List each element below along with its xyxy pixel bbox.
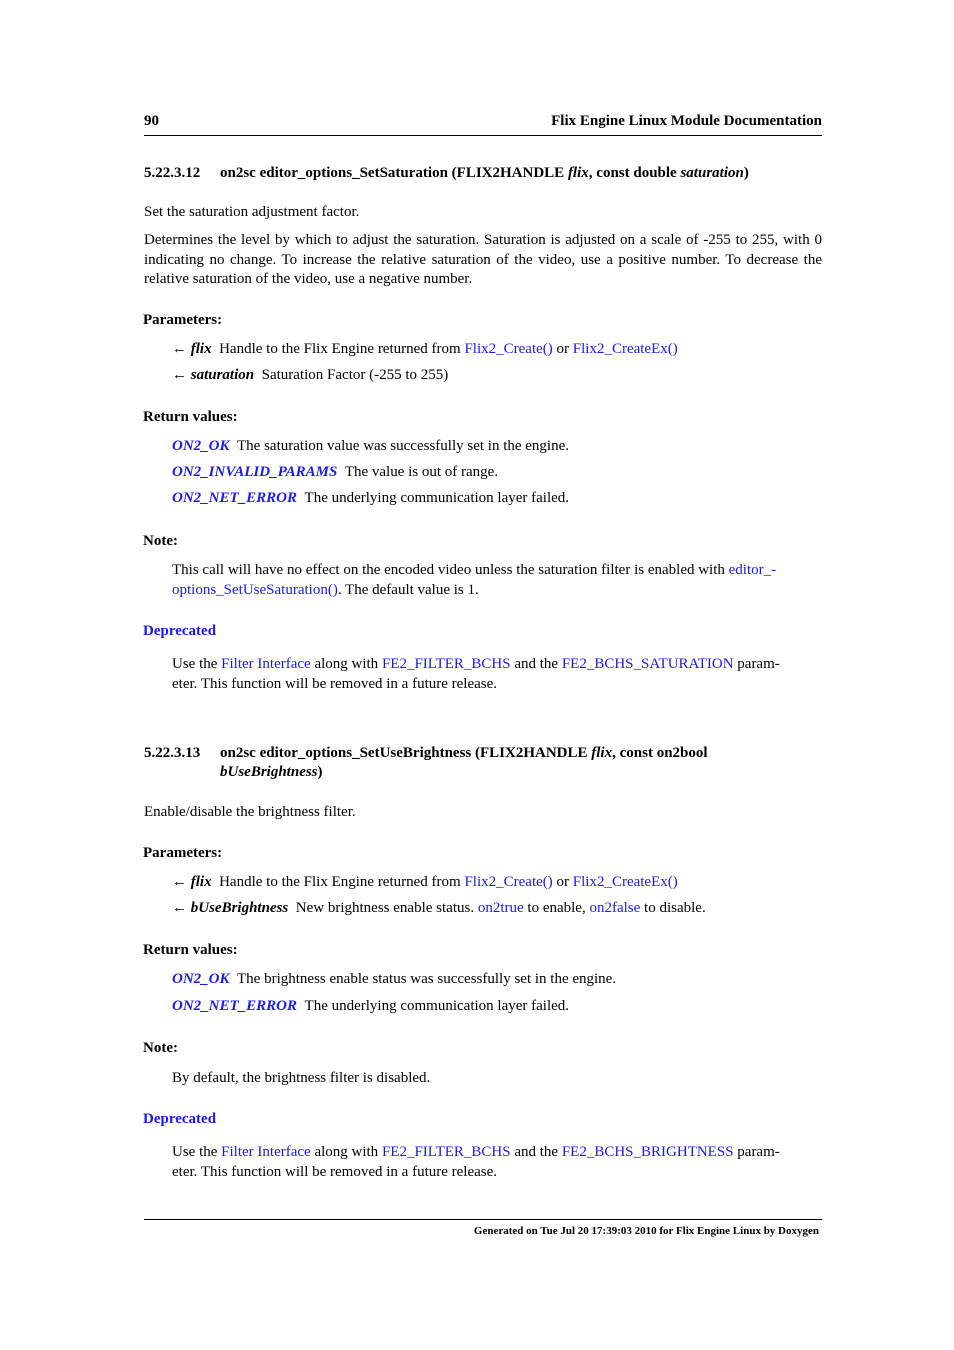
note-label: Note: [143, 533, 178, 549]
on2true-link[interactable]: on2true [477, 900, 524, 916]
deprecated-text: Use the Filter Interface along with FE2_FILTER_BCHS and the FE2_BCHS_BRIGHTNESS param- eter. This function will be removed in a future release. [172, 1144, 780, 1180]
on2false-link[interactable]: on2false [589, 900, 641, 916]
setusesaturation-link[interactable]: editor_- [728, 562, 777, 578]
deprecated-text: Use the Filter Interface along with FE2_FILTER_BCHS and the FE2_BCHS_SATURATION param- eter. This function will be removed in a future release. [172, 656, 780, 692]
brief-description: Enable/disable the brightness filter. [144, 804, 356, 820]
input-arrow-icon: ← [172, 900, 187, 916]
note-text: By default, the brightness filter is disabled. [172, 1070, 431, 1086]
function-signature: on2sc editor_options_SetUseBrightness (FLIX2HANDLE flix, const on2bool bUseBrightness) [220, 745, 708, 780]
section-number: 5.22.3.12 [144, 165, 201, 181]
note-text: This call will have no effect on the encoded video unless the saturation filter is enabled with editor_- options_SetUseSaturation(). The default value is 1. [172, 562, 777, 598]
return-values-label: Return values: [143, 942, 238, 958]
fe2-filter-bchs-link[interactable]: FE2_FILTER_BCHS [381, 656, 511, 672]
param-name: flix [190, 341, 212, 357]
on2-net-error-link[interactable]: ON2_NET_ERROR [172, 490, 298, 506]
page-header [144, 113, 822, 136]
param-name: bUseBrightness [190, 900, 289, 916]
document-title: Flix Engine Linux Module Documentation [551, 113, 822, 129]
flix2-create-link[interactable]: Flix2_Create() [464, 341, 553, 357]
return-value-row: ON2_OK The saturation value was successfully set in the engine. [172, 438, 570, 454]
parameters-label: Parameters: [143, 312, 223, 328]
page-number: 90 [144, 113, 159, 129]
param-saturation: ← saturation Saturation Factor (-255 to 255) [172, 367, 449, 383]
param-name: saturation [190, 367, 255, 383]
page-footer [144, 1219, 822, 1237]
on2-net-error-link[interactable]: ON2_NET_ERROR [172, 998, 298, 1014]
flix2-create-link[interactable]: Flix2_Create() [464, 874, 553, 890]
fe2-bchs-saturation-link[interactable]: FE2_BCHS_SATURATION [561, 656, 734, 672]
param-flix: ← flix Handle to the Flix Engine returned from Flix2_Create() or Flix2_CreateEx() [172, 874, 678, 890]
section-heading-setusebrightness [144, 744, 822, 782]
return-value-row: ON2_INVALID_PARAMS The value is out of range. [172, 464, 499, 480]
deprecated-link[interactable]: Deprecated [143, 1111, 217, 1127]
detailed-description: Determines the level by which to adjust the saturation. Saturation is adjusted on a scale of -255 to 255, with 0 indicating no change. To increase the relative saturation of the video, use a positive number. To decrease the relative saturation of the video, use a negative number. [144, 232, 822, 287]
on2-invalid-params-link[interactable]: ON2_INVALID_PARAMS [172, 464, 338, 480]
footer-text: Generated on Tue Jul 20 17:39:03 2010 for Flix Engine Linux by Doxygen [473, 1225, 819, 1237]
section-number: 5.22.3.13 [144, 745, 201, 761]
param-name: flix [190, 874, 212, 890]
filter-interface-link[interactable]: Filter Interface [221, 1144, 311, 1160]
param-busebrightness: ← bUseBrightness New brightness enable status. on2true to enable, on2false to disable. [172, 900, 706, 916]
input-arrow-icon: ← [172, 874, 187, 890]
fe2-filter-bchs-link[interactable]: FE2_FILTER_BCHS [381, 1144, 511, 1160]
function-signature: on2sc editor_options_SetSaturation (FLIX2HANDLE flix, const double saturation) [220, 165, 749, 181]
on2-ok-link[interactable]: ON2_OK [172, 971, 230, 987]
deprecated-link[interactable]: Deprecated [143, 623, 217, 639]
parameters-label: Parameters: [143, 845, 223, 861]
flix2-createex-link[interactable]: Flix2_CreateEx() [572, 341, 678, 357]
param-flix: ← flix Handle to the Flix Engine returned from Flix2_Create() or Flix2_CreateEx() [172, 341, 678, 357]
return-value-row: ON2_OK The brightness enable status was successfully set in the engine. [172, 971, 617, 987]
on2-ok-link[interactable]: ON2_OK [172, 438, 230, 454]
return-values-label: Return values: [143, 409, 238, 425]
return-value-row: ON2_NET_ERROR The underlying communication layer failed. [172, 998, 570, 1014]
fe2-bchs-brightness-link[interactable]: FE2_BCHS_BRIGHTNESS [561, 1144, 734, 1160]
filter-interface-link[interactable]: Filter Interface [221, 656, 311, 672]
input-arrow-icon: ← [172, 341, 187, 357]
note-label: Note: [143, 1040, 178, 1056]
brief-description: Set the saturation adjustment factor. [144, 204, 360, 220]
section-heading-setsaturation [144, 164, 822, 183]
flix2-createex-link[interactable]: Flix2_CreateEx() [572, 874, 678, 890]
input-arrow-icon: ← [172, 367, 187, 383]
return-value-row: ON2_NET_ERROR The underlying communication layer failed. [172, 490, 570, 506]
setusesaturation-link-cont[interactable]: options_SetUseSaturation() [172, 581, 338, 598]
